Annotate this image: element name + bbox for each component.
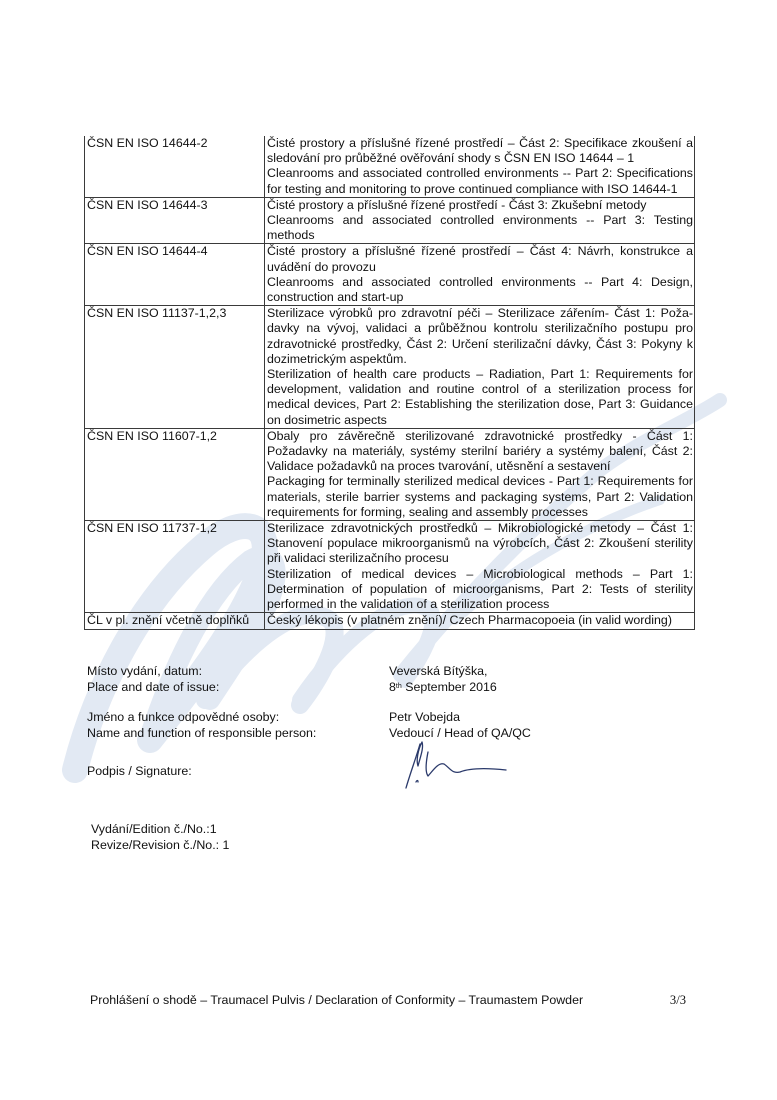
page-number: 3/3: [669, 993, 686, 1007]
person-label-english: Name and function of responsible person:: [87, 725, 317, 740]
date-suffix: th: [395, 682, 402, 690]
person-values: [389, 710, 531, 741]
signature-label: Podpis / Signature:: [87, 764, 192, 778]
edition-number: Vydání/Edition č./No.:1: [91, 822, 217, 836]
standard-code: ČSN EN ISO 14644-2: [85, 136, 265, 197]
standard-description: [265, 244, 695, 306]
description-english: Sterilization of medical devices – Microbiological methods – Part 1: Determination of population of microorganisms, Part 2: Tests of sterility performed in the validation of a sterilization process: [267, 566, 693, 612]
standards-table: [84, 136, 695, 630]
description-czech: Čisté prostory a příslušné řízené prostředí - Část 3: Zkušební metody: [267, 197, 647, 212]
standard-code: ČSN EN ISO 14644-3: [85, 197, 265, 244]
description-english: Cleanrooms and associated controlled environments -- Part 2: Specifications for testing and monitoring to prove continued compliance with ISO 14644-1: [267, 166, 693, 196]
description-czech: Sterilizace výrobků pro zdravotní péči – Sterilizace zářením- Část 1: Požadavky na vývoj, validaci a průběžnou kontrolu sterilizačního postupu pro zdravotnické prostředky, Část 2: Určení sterilizační dávky, Část 3: Pokyny k dozimetrickým aspektům.: [267, 306, 693, 366]
description-english: Cleanrooms and associated controlled environments -- Part 3: Testing methods: [267, 213, 693, 243]
description-czech: Český lékopis (v platném znění)/ Czech Pharmacopoeia (in valid wording): [267, 613, 672, 628]
table-row: [85, 613, 695, 629]
standard-description: [265, 306, 695, 429]
description-czech: Obaly pro závěrečně sterilizované zdravotnické prostředky - Část 1: Požadavky na materiály, systémy sterilní bariéry a systémy balení, Část 2: Validace požadavků na proces tvarování, utěsnění a sestavení: [267, 428, 693, 474]
description-czech: Čisté prostory a příslušné řízené prostředí – Část 4: Návrh, konstrukce a uvádění do provozu: [267, 244, 693, 274]
description-czech: Sterilizace zdravotnických prostředků – Mikrobiologické metody – Část 1: Stanovení populace mikroorganismů na výrobcích, Část 2: Zkoušení sterility při validaci sterilizačního procesu: [267, 521, 693, 566]
standard-description: [265, 521, 695, 613]
person-role: Vedoucí / Head of QA/QC: [389, 725, 531, 740]
standard-code: ČL v pl. znění včetně doplňků: [85, 613, 265, 629]
standard-code: ČSN EN ISO 11737-1,2: [85, 521, 265, 613]
table-row: [85, 136, 695, 197]
place-date-labels: [87, 664, 219, 695]
description-czech: Čisté prostory a příslušné řízené prostředí – Část 2: Specifikace zkoušení a sledování pro průběžné ověřování shody s ČSN EN ISO 14644 – 1: [267, 136, 693, 166]
page-footer: [90, 993, 686, 1007]
person-labels: [87, 710, 316, 741]
description-english: Packaging for terminally sterilized medical devices - Part 1: Requirements for materials, sterile barrier systems and packaging systems, Part 2: Validation requirements for forming, sealing and assembly processes: [267, 474, 693, 519]
standard-code: ČSN EN ISO 11137-1,2,3: [85, 306, 265, 429]
date-day: 8: [389, 679, 396, 694]
revision-number: Revize/Revision č./No.: 1: [91, 837, 230, 852]
person-name: Petr Vobejda: [389, 710, 460, 724]
signature-image: [398, 738, 513, 793]
description-english: Sterilization of health care products – Radiation, Part 1: Requirements for development, validation and routine control of a sterilization process for medical devices, Part 2: Establishing the sterilization dose, Part 3: Guidance on dosimetric aspects: [267, 367, 693, 427]
standard-description: [265, 613, 695, 629]
description-english: Cleanrooms and associated controlled environments -- Part 4: Design, construction and start-up: [267, 274, 693, 305]
place-date-values: [389, 664, 497, 695]
issue-date: [389, 680, 497, 696]
standard-description: [265, 428, 695, 520]
table-row: [85, 428, 695, 520]
table-row: [85, 244, 695, 306]
standard-code: ČSN EN ISO 11607-1,2: [85, 428, 265, 520]
table-row: [85, 197, 695, 244]
date-rest: September 2016: [401, 679, 497, 694]
place-label-czech: Místo vydání, datum:: [87, 664, 203, 678]
table-row: [85, 306, 695, 429]
standard-code: ČSN EN ISO 14644-4: [85, 244, 265, 306]
place-value: Veverská Bítýška,: [389, 664, 488, 678]
footer-title: Prohlášení o shodě – Traumacel Pulvis / Declaration of Conformity – Traumastem Powder: [90, 993, 584, 1007]
table-row: [85, 521, 695, 613]
standard-description: [265, 197, 695, 244]
place-label-english: Place and date of issue:: [87, 679, 220, 694]
standard-description: [265, 136, 695, 197]
person-label-czech: Jméno a funkce odpovědné osoby:: [87, 710, 280, 724]
edition-info: [91, 822, 229, 853]
